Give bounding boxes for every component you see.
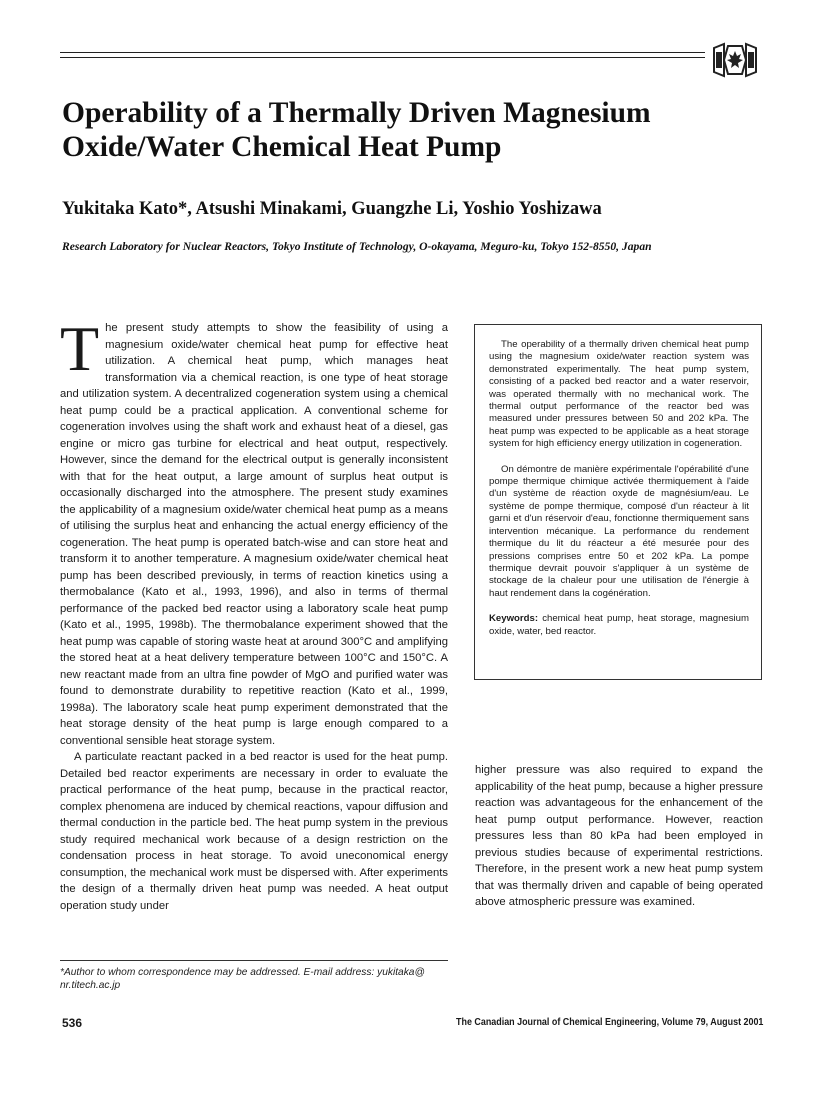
abstract-french: On démontre de manière expérimentale l'opérabilité d'une pompe thermique chimique activée thermiquement à l'aide d'un système de réaction oxyde de magnésium/eau. Le système de pompe thermique, composé d'un réacteur à lit garni et d'un réservoir d'eau, fonctionne thermiquement sans intervention mécanique. La performance du rendement thermique du lit du réacteur a été mesurée pour des pressions comprises entre 50 et 202 kPa. La pompe thermique devrait pouvoir s'appliquer à un système de stockage de la chaleur pour une utilisation de l'énergie à haut rendement dans la cogénération. <box>489 463 749 599</box>
journal-logo-icon <box>706 42 764 78</box>
body-paragraph-3: higher pressure was also required to expand the applicability of the heat pump, because a higher pressure reaction was advantageous for the enhancement of the heat pump output performance. However, reaction pressures less than 80 kPa had been employed in previous studies because of experimental restrictions. Therefore, in the present work a new heat pump system that was thermally driven and capable of being operated above atmospheric pressure was examined. <box>475 764 763 908</box>
affiliation: Research Laboratory for Nuclear Reactors, Tokyo Institute of Technology, O-okayama, Meguro-ku, Tokyo 152-8550, Japan <box>62 240 652 253</box>
dropcap: T <box>60 313 100 384</box>
intro-paragraph <box>60 313 448 749</box>
header-rule-thin <box>60 57 705 58</box>
keywords <box>489 613 749 638</box>
abstract-english: The operability of a thermally driven chemical heat pump using the magnesium oxide/water reaction system was demonstrated experimentally. The heat pump system, consisting of a packed bed reactor and a water reservoir, was operated thermally with no mechanical work. The thermal output performance of the reactor bed was measured under pressures between 50 and 202 kPa. The heat pump was expected to be applicable as a heat storage system for high efficiency energy utilization in cogeneration. <box>489 339 749 450</box>
paper-title: Operability of a Thermally Driven Magnesium Oxide/Water Chemical Heat Pump <box>62 97 651 163</box>
body-right-column <box>475 762 763 911</box>
footnote-rule <box>60 960 448 961</box>
author-list: Yukitaka Kato*, Atsushi Minakami, Guangzhe Li, Yoshio Yoshizawa <box>62 199 602 219</box>
keywords-text: chemical heat pump, heat storage, magnesium oxide, water, bed reactor. <box>489 613 749 637</box>
abstract-box <box>474 324 762 680</box>
keywords-label: Keywords: <box>489 613 539 625</box>
header-rule <box>60 52 705 53</box>
page-number: 536 <box>62 1016 83 1030</box>
journal-citation: The Canadian Journal of Chemical Engineering, Volume 79, August 2001 <box>455 1017 763 1028</box>
correspondence-footnote: *Author to whom correspondence may be addressed. E-mail address: yukitaka@ nr.titech.ac.jp <box>60 967 425 991</box>
body-paragraph-2: A particulate reactant packed in a bed reactor is used for the heat pump. Detailed bed reactor experiments are necessary in order to evaluate the practical performance of the heat pump, because in the practical reactor, complex phenomena are induced by chemical reactions, vapour diffusion and thermal conduction in the particle bed. The heat pump system in the previous study required mechanical work because of a design restriction on the condensation process in heat storage. To avoid uneconomical energy consumption, the mechanical work must be dispersed with. After experiments the design of a thermally driven heat pump was needed. A heat output operation study under <box>60 751 448 912</box>
body-left-column <box>60 313 448 914</box>
intro-text: he present study attempts to show the feasibility of using a magnesium oxide/water chemical heat pump for effective heat utilization. A chemical heat pump, which manages heat transformation via a chemical reaction, is one type of heat storage and utilization system. A decentralized cogeneration system using a chemical heat pump could be a practical application. A conventional scheme for cogeneration involves using the shaft work and exhaust heat of a diesel, gas engine or micro gas turbine for electrical and heat output, respectively. However, since the demand for the electrical output is generally inconsistent with that for the heat output, a large amount of surplus heat output is occasionally discharged into the atmosphere. The present study examines the applicability of a magnesium oxide/water chemical heat pump as a means of utilising the surplus heat and enhancing the actual energy efficiency of the cogeneration. The heat pump is operated batch-wise and can store heat and transform it to another temperature. A magnesium oxide/water chemical heat pump has been described previously, in terms of reaction kinetics using a thermobalance (Kato et al., 1993, 1996), and also in terms of thermal performance of the packed bed reactor using a laboratory scale heat pump (Kato et al., 1995, 1998b). The thermobalance experiment showed that the heat pump was capable of storing waste heat at around 300°C and amplifying the stored heat at a heat delivery temperature between 100°C and 150°C. A new reactant made from an ultra fine powder of MgO and purified water was found to demonstrate durability to repetitive reaction (Kato et al., 1999, 1998a). The laboratory scale heat pump experiment demonstrated that the heat storage density of the heat pump is large enough compared to a conventional sensible heat storage system. <box>60 322 448 747</box>
